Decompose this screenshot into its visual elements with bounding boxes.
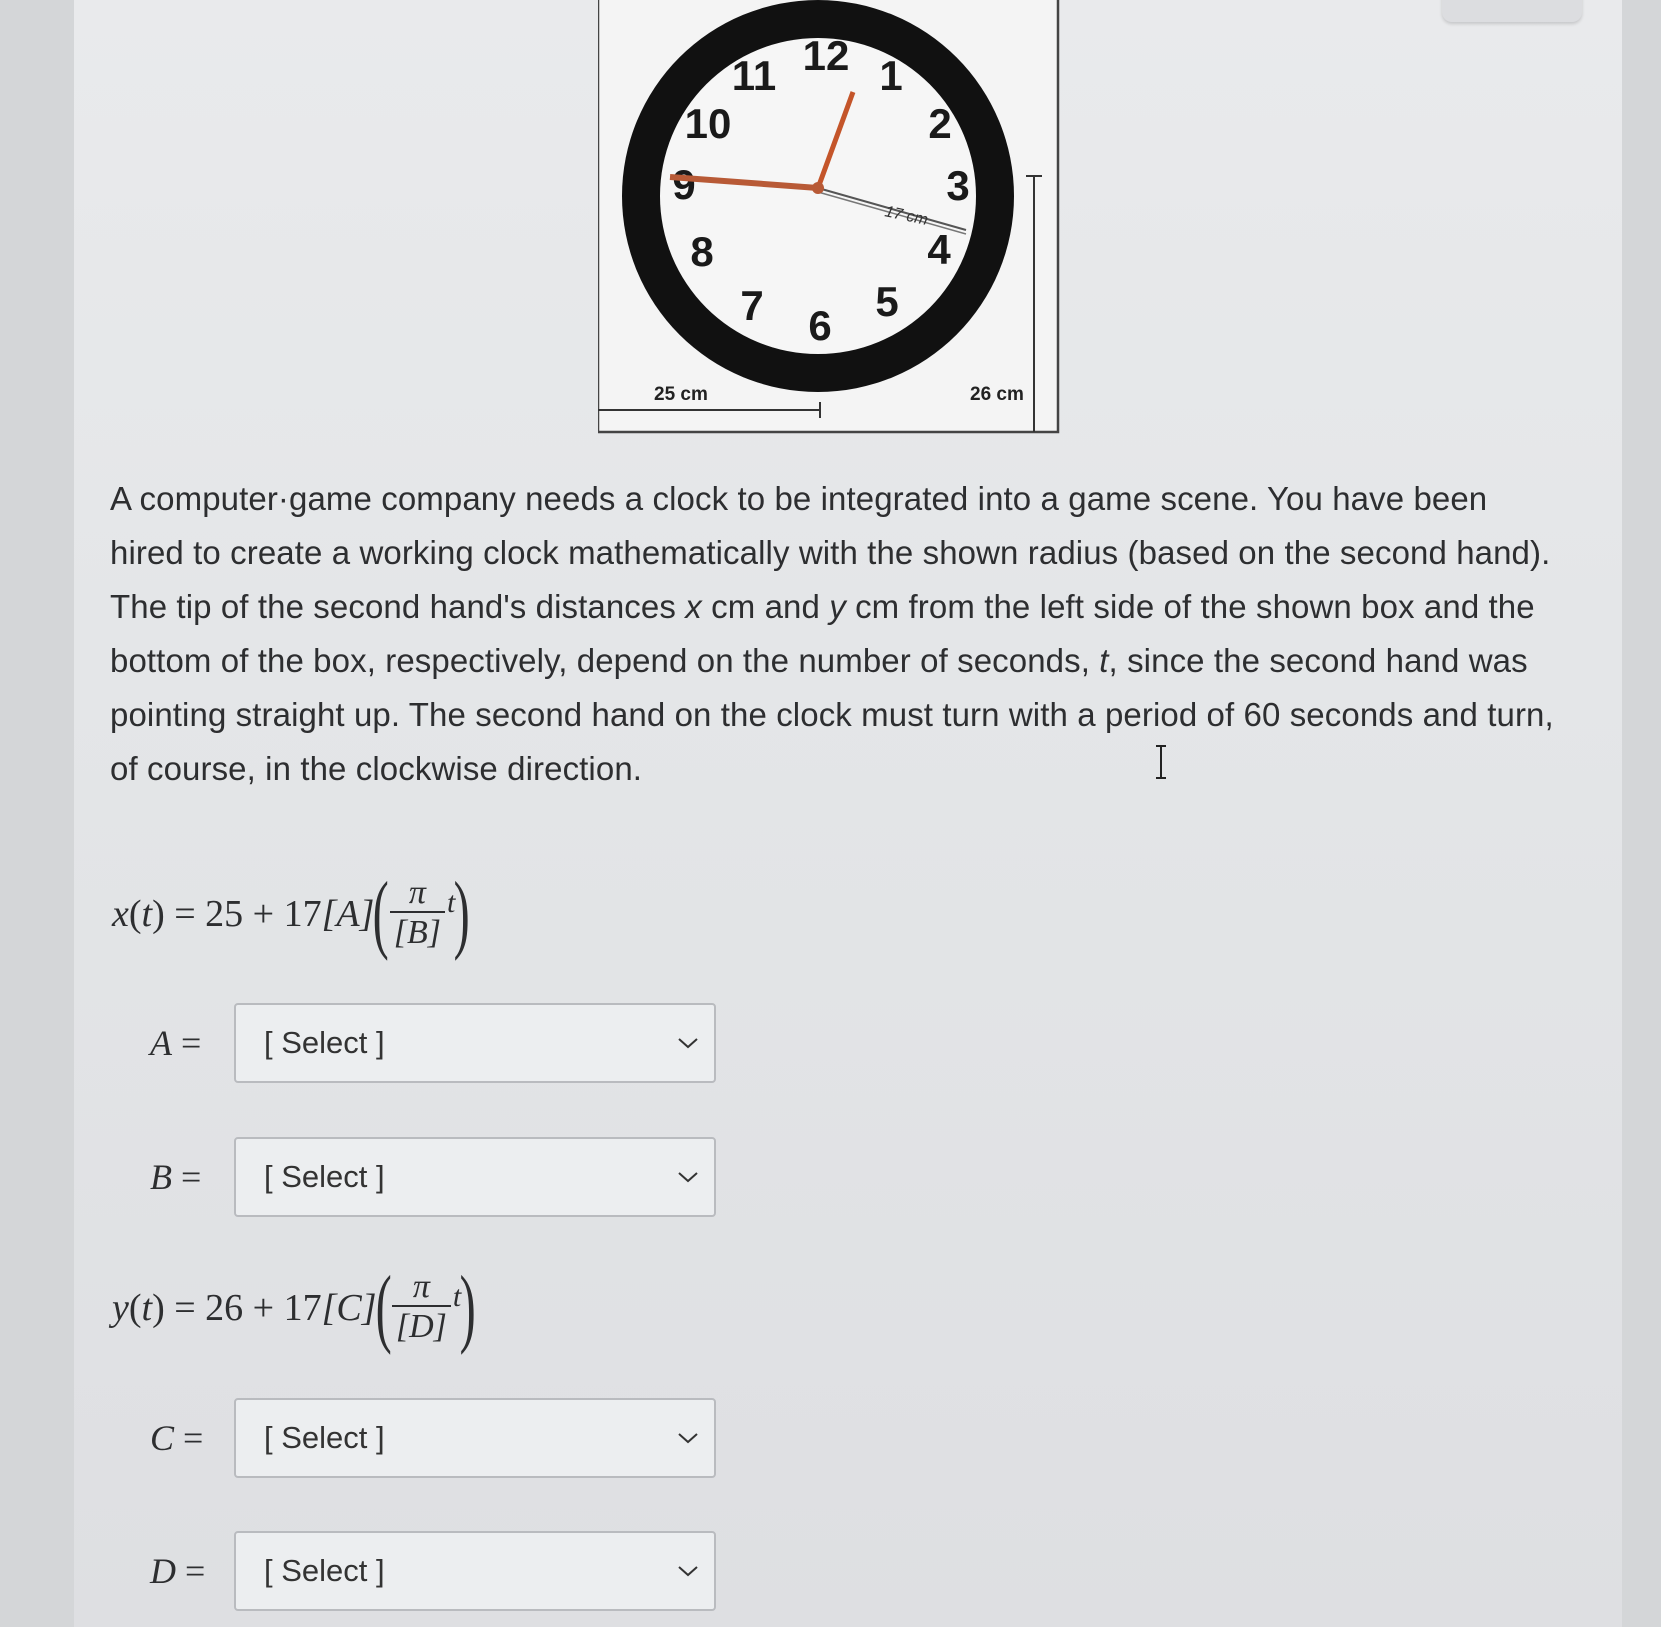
clock-number: 4	[927, 226, 951, 273]
problem-text-part: A computer·game company needs a clock to be integrated into a game scene. You have been hired to create a working clock mathematically with the shown radius (based on the second hand). The tip of the second hand's distances	[110, 480, 1551, 625]
chevron-down-icon	[676, 1165, 700, 1189]
problem-statement	[110, 472, 1570, 796]
formula-t: t	[452, 1280, 462, 1313]
formula-fn: x	[112, 893, 129, 935]
text-cursor-icon	[1153, 744, 1169, 780]
formula-arg: t	[141, 1287, 153, 1329]
clock-center	[812, 182, 824, 194]
select-label: A	[150, 1023, 172, 1063]
clock-diagram	[598, 0, 1060, 435]
clock-number: 2	[928, 100, 952, 147]
left-dimension-label: 25 cm	[654, 384, 708, 405]
clock-number: 8	[690, 228, 714, 275]
radius-label: 17 cm	[883, 203, 930, 229]
formula-x: x ( t ) = 25 + 17 [A] ( $\frac{\pi}{[B]}$ t )	[112, 865, 471, 962]
chevron-down-icon	[676, 1031, 700, 1055]
chevron-down-icon	[676, 1426, 700, 1450]
select-row-c: C = [ Select ]	[150, 1398, 716, 1478]
formula-fraction: $\frac{\pi}{[D]}$	[392, 1269, 451, 1347]
clock-number: 11	[731, 52, 777, 99]
clock-number: 10	[684, 100, 732, 147]
formula-rhs: = 25 + 17	[164, 893, 322, 935]
select-label: C	[150, 1418, 175, 1458]
formula-y: y ( t ) = 26 + 17 [C] ( $\frac{\pi}{[D]}$ t )	[112, 1259, 476, 1356]
problem-text-part: , since the second hand was pointing straight up. The second hand on the clock must turn with a period of 60 seconds and turn, of course, in the clockwise direction.	[110, 642, 1554, 787]
clock-number: 6	[808, 302, 832, 349]
formula-rhs: = 26 + 17	[164, 1287, 322, 1329]
clock-number: 3	[946, 162, 970, 209]
problem-text-part: cm from the left side of the shown box and the bottom of the box, respectively, depend on the number of seconds,	[110, 588, 1535, 679]
clock-number: 1	[879, 52, 903, 99]
select-row-b: B = [ Select ]	[150, 1137, 716, 1217]
clock-number: 12	[802, 32, 850, 79]
var-y: y	[829, 588, 846, 625]
formula-fraction: $\frac{\pi}{[B]}$	[390, 875, 445, 953]
select-row-a: A = [ Select ]	[150, 1003, 716, 1083]
right-dimension-label: 26 cm	[970, 384, 1024, 405]
top-tab[interactable]	[1442, 0, 1582, 22]
select-label: D	[150, 1551, 176, 1591]
formula-arg: t	[141, 893, 153, 935]
select-value: [ Select ]	[264, 1553, 385, 1588]
select-value: [ Select ]	[264, 1159, 385, 1194]
chevron-down-icon	[676, 1559, 700, 1583]
select-b-dropdown[interactable]	[234, 1137, 716, 1217]
formula-slot-a: [A]	[321, 893, 375, 935]
select-c-dropdown[interactable]	[234, 1398, 716, 1478]
select-row-d: D = [ Select ]	[150, 1531, 716, 1611]
var-t: t	[1099, 642, 1109, 679]
select-a-dropdown[interactable]	[234, 1003, 716, 1083]
select-value: [ Select ]	[264, 1025, 385, 1060]
var-x: x	[685, 588, 702, 625]
select-d-dropdown[interactable]	[234, 1531, 716, 1611]
clock-figure	[598, 0, 1060, 435]
clock-number: 5	[875, 278, 899, 325]
formula-t: t	[446, 886, 456, 919]
select-label: B	[150, 1157, 172, 1197]
formula-fn: y	[112, 1287, 129, 1329]
clock-number: 7	[740, 282, 764, 329]
clock-number: 9	[672, 161, 696, 208]
formula-slot-c: [C]	[321, 1287, 377, 1329]
problem-text-part: cm and	[701, 588, 830, 625]
select-value: [ Select ]	[264, 1420, 385, 1455]
